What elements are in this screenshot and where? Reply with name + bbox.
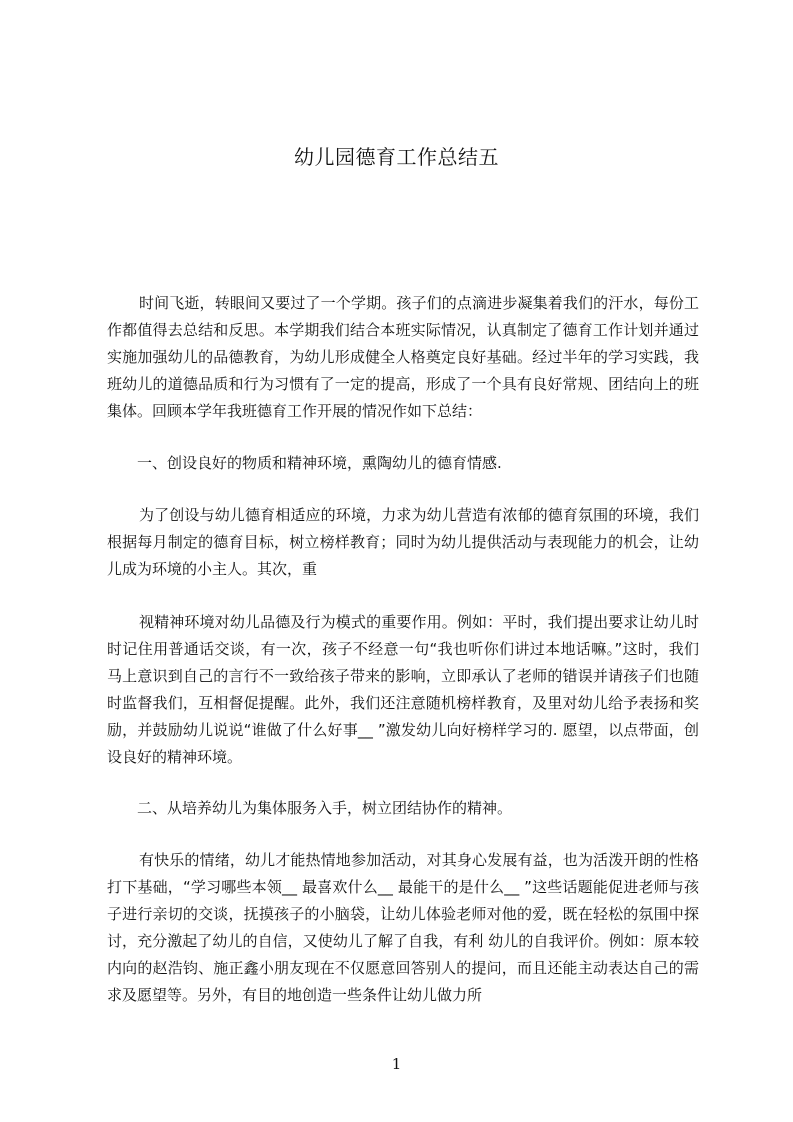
paragraph-block-1 [107,290,699,425]
document-title: 幼儿园德育工作总结五 [294,145,499,169]
section-heading-2: 二、从培养幼儿为集体服务入手，树立团结协作的精神。 [137,799,513,817]
section-heading-1: 一、创设良好的物质和精神环境，熏陶幼儿的德育情感. [137,454,502,472]
paragraph-intro: 时间飞逝，转眼间又要过了一个学期。孩子们的点滴进步凝集着我们的汗水，每份工作都值得去总结和反思。本学期我们结合本班实际情况，认真制定了德育工作计划并通过实施加强幼儿的品德教育，为幼儿形成健全人格奠定良好基础。经过半年的学习实践，我班幼儿的道德品质和行为习惯有了一定的提高，形成了一个具有良好常规、团结向上的班集体。回顾本学年我班德育工作开展的情况作如下总结： [107,294,699,420]
paragraph-happy-emotion: 有快乐的情绪，幼儿才能热情地参加活动，对其身心发展有益，也为活泼开朗的性格打下基础，“学习哪些本领__ 最喜欢什么__ 最能干的是什么__ ”这些话题能促进老师与孩子进行亲切的交谈，抚摸孩子的小脑袋，让幼儿体验老师对他的爱，既在轻松的氛围中探讨，充分激起了幼儿的自信，又使幼儿了解了自我，有利 幼儿的自我评价。例如：原本较内向的赵浩钧、施正鑫小朋友现在不仅愿意回答别人的提问，而且还能主动表达自己的需求及愿望等。另外，有目的地创造一些条件让幼儿做力所 [107,851,699,1004]
paragraph-block-6 [107,847,699,1009]
paragraph-environment: 为了创设与幼儿德育相适应的环境，力求为幼儿营造有浓郁的德育氛围的环境，我们根据每月制定的德育目标，树立榜样教育；同时为幼儿提供活动与表现能力的机会，让幼儿成为环境的小主人。其次，重 [107,506,699,578]
paragraph-block-4 [107,609,699,771]
paragraph-block-2 [107,450,699,477]
paragraph-block-3 [107,502,699,583]
paragraph-block-5 [107,795,699,822]
page-number: 1 [391,1055,402,1073]
paragraph-spiritual-environment: 视精神环境对幼儿品德及行为模式的重要作用。例如：平时，我们提出要求让幼儿时时记住用普通话交谈，有一次，孩子不经意一句“我也听你们讲过本地话嘛。”这时，我们马上意识到自己的言行不一致给孩子带来的影响，立即承认了老师的错误并请孩子们也随时监督我们，互相督促提醒。此外，我们还注意随机榜样教育，及里对幼儿给予表扬和奖励，并鼓励幼儿说说“谁做了什么好事__ ”激发幼儿向好榜样学习的. 愿望，以点带面，创设良好的精神环境。 [107,613,699,766]
